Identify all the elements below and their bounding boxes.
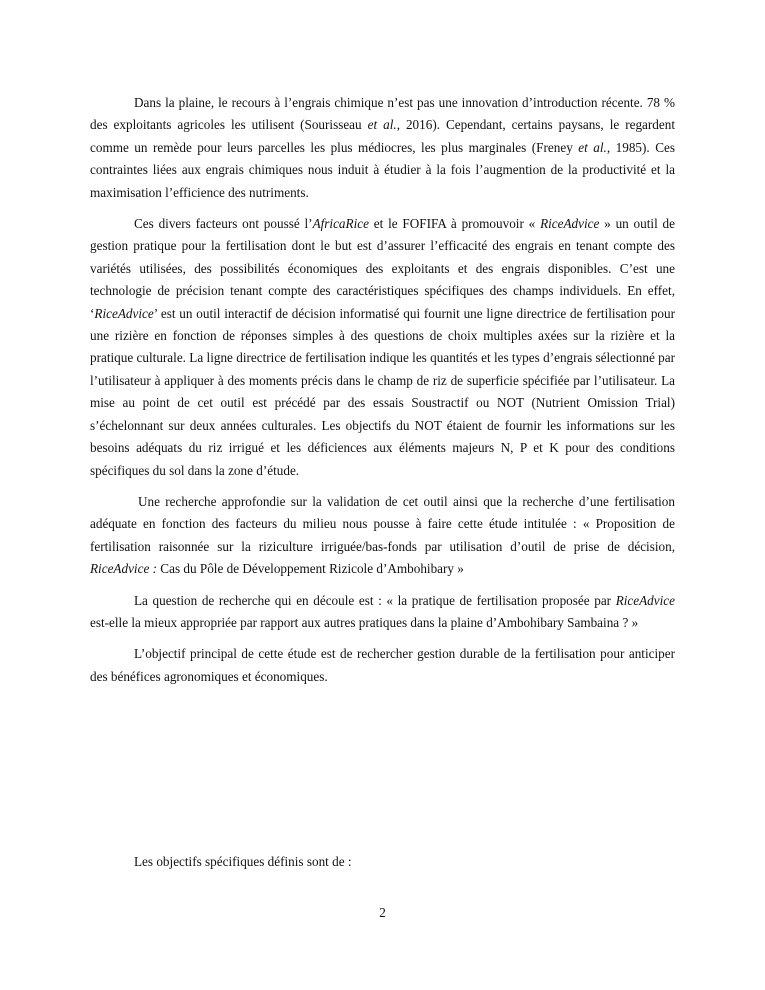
text-segment-italic: AfricaRice <box>312 216 369 232</box>
page-number: 2 <box>379 905 386 920</box>
text-segment-italic: RiceAdvice <box>615 592 675 608</box>
text-segment: Une recherche approfondie sur la validation de cet outil ainsi que la recherche d’une fertilisation adéquate en fonction des facteurs du milieu nous pousse à faire cette étude intitulée : « Proposition de fertilisation raisonnée sur la riziculture irriguée/bas-fonds par utilisation d’outil de prise de décision, <box>90 493 675 554</box>
text-segment-italic: et al. <box>367 117 397 133</box>
text-segment-italic: RiceAdvice <box>540 216 600 232</box>
text-segment: est-elle la mieux appropriée par rapport aux autres pratiques dans la plaine d’Ambohibary Sambaina ? » <box>90 614 639 630</box>
specific-objectives-intro: Les objectifs spécifiques définis sont de : <box>134 854 352 869</box>
paragraph-engrais-chimique <box>90 92 675 204</box>
paragraph-question-recherche <box>90 590 675 635</box>
text-segment: ’ est un outil interactif de décision informatisé qui fournit une ligne directrice de fertilisation pour une rizière en fonction de réponses simples à des questions de choix multiples axées sur la rizière et la pratique culturale. La ligne directrice de fertilisation indique les quantités et les types d’engrais sélectionné par l’utilisateur à appliquer à des moments précis dans le champ de riz de superficie spécifiée par l’utilisateur. La mise au point de cet outil est précédé par des essais Soustractif ou NOT (Nutrient Omission Trial) s’échelonnant sur deux années culturales. Les objectifs du NOT étaient de fournir les informations sur les besoins adéquats du riz irrigué et les déficiences aux éléments majeurs N, P et K pour des conditions spécifiques du sol dans la zone d’étude. <box>90 305 675 478</box>
text-segment: » un outil de gestion pratique pour la fertilisation dont le but est d’assurer l’efficacité des engrais en tenant compte des variétés utilisées, des possibilités économiques des exploitants et des engrais disponibles. C’est une technologie de précision tenant compte des caractéristiques spécifiques des champs individuels. En effet, ‘ <box>90 216 675 321</box>
text-segment: Ces divers facteurs ont poussé l’ <box>134 216 313 232</box>
text-segment-italic: RiceAdvice <box>94 305 154 321</box>
text-segment-italic: RiceAdvice : <box>90 561 157 577</box>
paragraph-riceadvice-outil <box>90 213 675 482</box>
text-segment: , 2016). Cependant, certains paysans, le regardent comme un remède pour leurs parcelles les plus médiocres, les plus marginales (Freney <box>90 117 675 155</box>
text-segment-italic: et al. <box>578 139 607 155</box>
text-segment: La question de recherche qui en découle est : « la pratique de fertilisation proposée par <box>134 592 616 608</box>
paragraph-recherche-validation <box>90 491 675 581</box>
document-body <box>90 92 675 697</box>
text-segment: Dans la plaine, le recours à l’engrais chimique n’est pas une innovation d’introduction récente. 78 % des exploitants agricoles les utilisent (Sourisseau <box>90 95 675 133</box>
paragraph-objectif-principal <box>90 643 675 688</box>
text-segment: L’objectif principal de cette étude est de rechercher gestion durable de la fertilisation pour anticiper des bénéfices agronomiques et économiques. <box>90 646 675 684</box>
text-segment: Cas du Pôle de Développement Rizicole d’Ambohibary » <box>157 561 464 577</box>
text-segment: et le FOFIFA à promouvoir « <box>368 216 541 232</box>
text-segment: , 1985). Ces contraintes liées aux engrais chimiques nous induit à étudier à la fois l’augmention de la productivité et la maximisation l’efficience des nutriments. <box>90 139 675 200</box>
